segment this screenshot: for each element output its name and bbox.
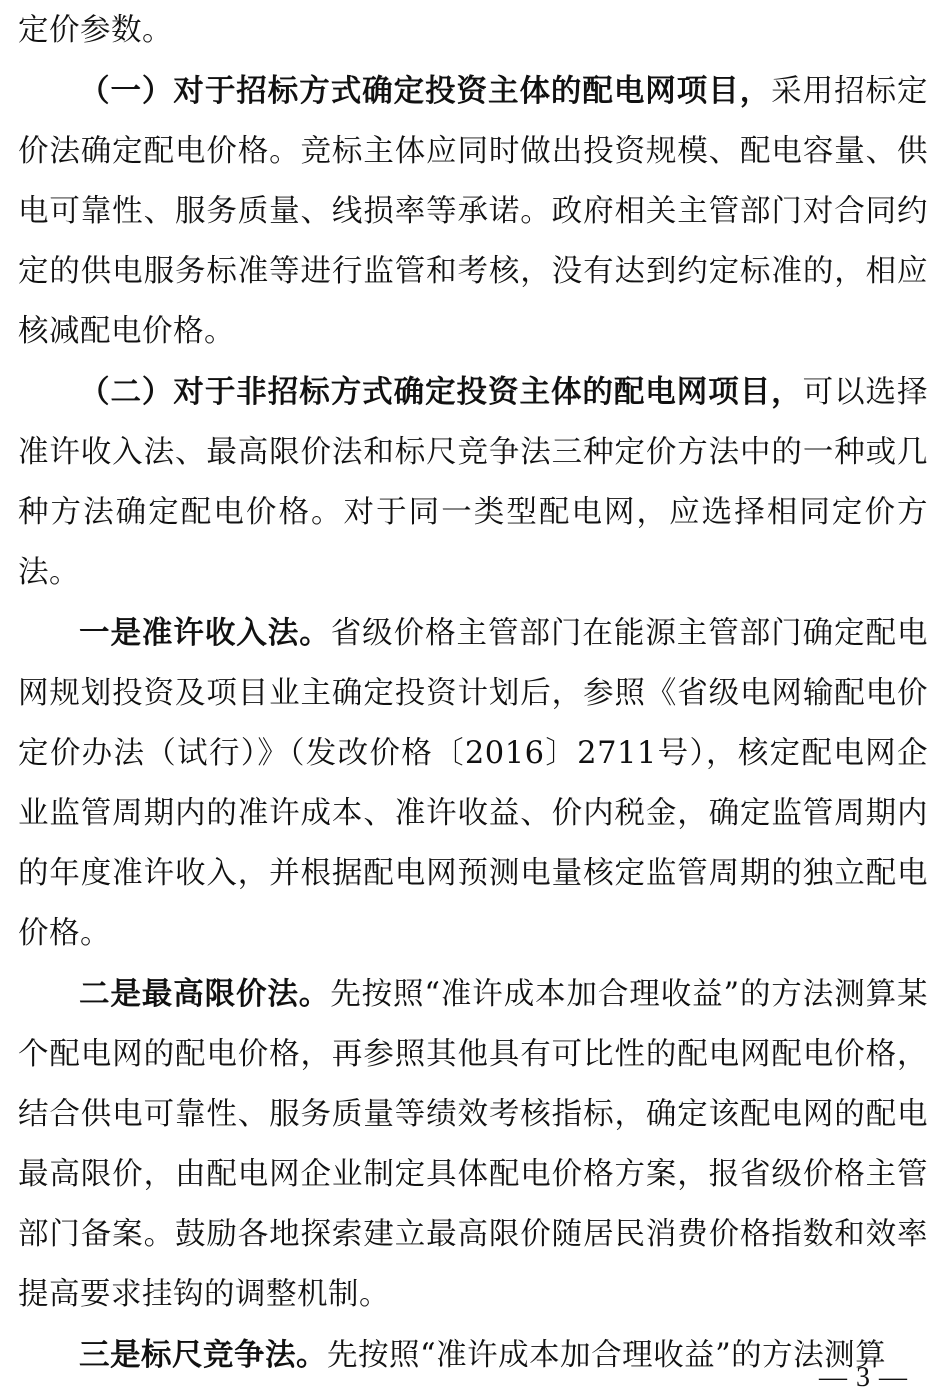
paragraph-tender-pricing xyxy=(18,61,928,362)
paragraph-lead: 一是准许收入法。 xyxy=(79,615,331,651)
paragraph-text: 先按照“准许成本加合理收益”的方法测算某个配电网的配电价格，再参照其他具有可比性的配电网配电价格，结合供电可靠性、服务质量等绩效考核指标，确定该配电网的配电最高限价，由配电网企业制定具体配电价格方案，报省级价格主管部门备案。鼓励各地探索建立最高限价随居民消费价格指数和效率提高要求挂钩的调整机制。 xyxy=(18,977,928,1312)
paragraph-text: 先按照“准许成本加合理收益”的方法测算 xyxy=(327,1338,887,1373)
body-text xyxy=(18,0,928,1386)
page-number: — 3 — xyxy=(819,1362,908,1393)
paragraph-non-tender-pricing xyxy=(18,362,928,603)
paragraph-price-cap-method xyxy=(18,964,928,1325)
paragraph-text: 采用招标定价法确定配电价格。竞标主体应同时做出投资规模、配电容量、供电可靠性、服务质量、线损率等承诺。政府相关主管部门对合同约定的供电服务标准等进行监管和考核，没有达到约定标准的，相应核减配电价格。 xyxy=(18,74,929,349)
paragraph-yardstick-method xyxy=(18,1325,928,1386)
paragraph-lead: （一）对于招标方式确定投资主体的配电网项目， xyxy=(79,73,772,109)
paragraph-lead: 三是标尺竞争法。 xyxy=(79,1337,327,1373)
paragraph-text: 定价参数。 xyxy=(18,13,173,48)
paragraph-lead: （二）对于非招标方式确定投资主体的配电网项目， xyxy=(79,374,803,410)
paragraph-continuation xyxy=(18,0,928,61)
paragraph-text: 省级价格主管部门在能源主管部门确定配电网规划投资及项目业主确定投资计划后，参照《省级电网输配电价定价办法（试行）》（发改价格〔2016〕2711号），核定配电网企业监管周期内的准许成本、准许收益、价内税金，确定监管周期内的年度准许收入，并根据配电网预测电量核定监管周期的独立配电价格。 xyxy=(18,616,929,951)
paragraph-allowed-revenue-method xyxy=(18,603,928,964)
paragraph-lead: 二是最高限价法。 xyxy=(79,976,331,1012)
paragraph-text: 可以选择准许收入法、最高限价法和标尺竞争法三种定价方法中的一种或几种方法确定配电价格。对于同一类型配电网，应选择相同定价方法。 xyxy=(18,375,929,590)
